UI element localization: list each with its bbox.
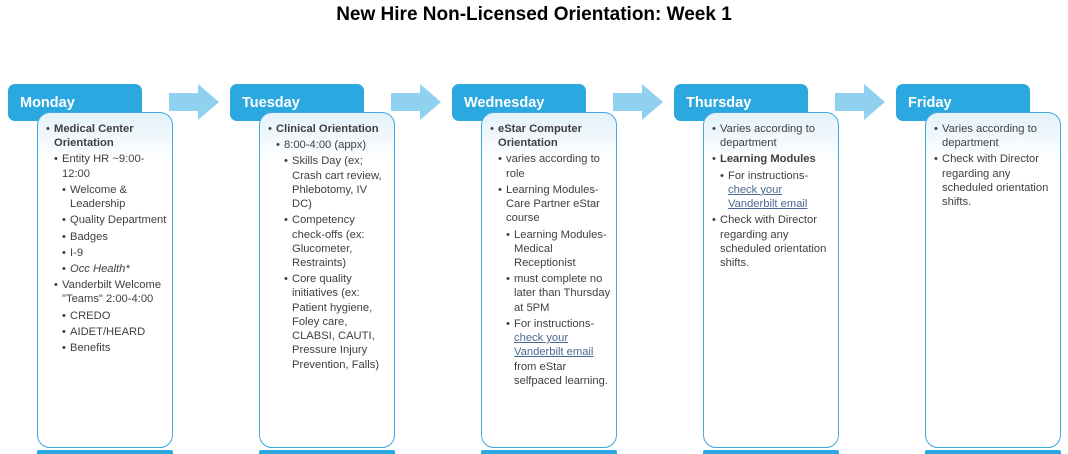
bullet-icon: • [498,153,502,166]
list-item [46,122,167,150]
bullet-icon: • [712,123,716,135]
bullet-icon: • [284,155,288,168]
bullet-icon: • [498,183,502,196]
list-item-text: Learning Modules [720,153,816,166]
day-bottom-strip-wednesday [481,450,617,454]
vanderbilt-email-link[interactable]: check your Vanderbilt email [514,332,594,359]
day-header-label: Monday [20,94,75,111]
bullet-icon: • [62,246,66,259]
list-item [506,317,611,388]
right-arrow-icon [169,84,219,120]
list-item-text: Quality Department [70,214,167,227]
bullet-icon: • [62,325,66,338]
list-item-text: eStar Computer Orientation [498,123,582,150]
day-box-thursday [703,112,839,448]
bullet-icon: • [712,214,716,227]
bullet-icon: • [284,214,288,227]
bullet-icon: • [720,169,724,182]
day-bottom-strip-friday [925,450,1061,454]
day-box-tuesday [259,112,395,448]
list-item-text: Clinical Orientation [276,123,379,135]
list-item [712,152,833,166]
list-item-text: Competency check-offs (ex: Glucometer, Restraints) [292,214,365,269]
day-bottom-strip-monday [37,450,173,454]
list-item-text: Check with Director regarding any scheduled orientation shifts. [942,153,1049,209]
vanderbilt-email-link[interactable]: check your Vanderbilt email [728,183,808,211]
list-item [712,213,833,270]
list-item-text: Skills Day (ex; Crash cart review, Phlebotomy, IV DC) [292,155,382,211]
list-item [498,183,611,226]
bullet-icon: • [62,262,66,275]
list-item-text: Entity HR ~9:00-12:00 [62,153,145,180]
list-item [54,152,167,180]
list-item [62,230,167,244]
day-header-label: Friday [908,94,952,111]
list-item-text: I-9 [70,246,84,259]
list-item [284,154,389,211]
right-arrow-icon [835,84,885,120]
list-item-text: Welcome & Leadership [70,183,127,211]
list-item [268,122,389,136]
list-item-text: Medical Center Orientation [54,123,134,150]
list-item-text: Benefits [70,342,111,355]
list-item [54,278,167,306]
day-box-friday [925,112,1061,448]
list-item-text-part: from eStar selfpaced learning. [514,360,608,387]
bullet-icon: • [276,139,280,152]
bullet-icon: • [712,153,716,166]
list-item [62,262,167,276]
list-item [62,246,167,260]
bullet-icon: • [934,153,938,166]
right-arrow-icon [613,84,663,120]
bullet-icon: • [506,228,510,241]
list-item [490,122,611,150]
right-arrow-icon [391,84,441,120]
list-item-text: CREDO [70,309,111,322]
day-box-monday [37,112,173,448]
bullet-icon: • [62,214,66,227]
list-item [62,341,167,355]
bullet-icon: • [284,273,288,286]
list-item-text: AIDET/HEARD [70,325,146,338]
list-item [506,228,611,271]
list-item [712,122,833,150]
list-item-text: must complete no later than Thursday at 5PM [514,273,611,314]
bullet-icon: • [506,317,510,330]
list-item-text: Core quality initiatives (ex: Patient hygiene, Foley care, CLABSI, CAUTI, Pressure Injury Prevention, Falls) [292,273,380,371]
list-item-text-part: For instructions- [514,317,595,330]
bullet-icon: • [62,230,66,243]
list-item-text-part: For instructions- [728,169,809,182]
list-item-text: Badges [70,230,108,243]
list-item [62,325,167,339]
list-item-text: Varies according to department [942,123,1037,150]
list-item-text: 8:00-4:00 (appx) [284,139,367,152]
list-item-text: Learning Modules- Care Partner eStar course [506,183,600,225]
bullet-icon: • [506,273,510,286]
list-item-text: Vanderbilt Welcome "Teams" 2:00-4:00 [62,279,162,306]
list-item [720,169,833,212]
list-item [934,122,1055,150]
list-item-text [514,317,611,388]
list-item [62,213,167,227]
list-item [284,272,389,372]
bullet-icon: • [54,153,58,166]
list-item [62,183,167,211]
bullet-icon: • [46,123,50,135]
list-item [62,309,167,323]
list-item-text [728,169,833,212]
bullet-icon: • [62,183,66,196]
bullet-icon: • [490,123,494,135]
day-header-label: Tuesday [242,94,300,111]
list-item-text: Check with Director regarding any scheduled orientation shifts. [720,214,827,269]
day-header-label: Wednesday [464,94,545,111]
bullet-icon: • [934,123,938,135]
day-header-label: Thursday [686,94,752,111]
list-item [276,138,389,152]
list-item-text: Occ Health* [70,262,130,275]
page-title: New Hire Non-Licensed Orientation: Week 1 [336,4,732,25]
list-item [934,152,1055,209]
day-bottom-strip-thursday [703,450,839,454]
list-item-text: Varies according to department [720,123,815,150]
bullet-icon: • [62,309,66,322]
bullet-icon: • [54,279,58,292]
bullet-icon: • [268,123,272,135]
list-item [506,272,611,315]
day-bottom-strip-tuesday [259,450,395,454]
day-box-wednesday [481,112,617,448]
bullet-icon: • [62,342,66,355]
list-item [498,152,611,180]
list-item-text: varies according to role [506,153,600,180]
list-item-text: Learning Modules- Medical Receptionist [514,228,607,269]
list-item [284,213,389,270]
